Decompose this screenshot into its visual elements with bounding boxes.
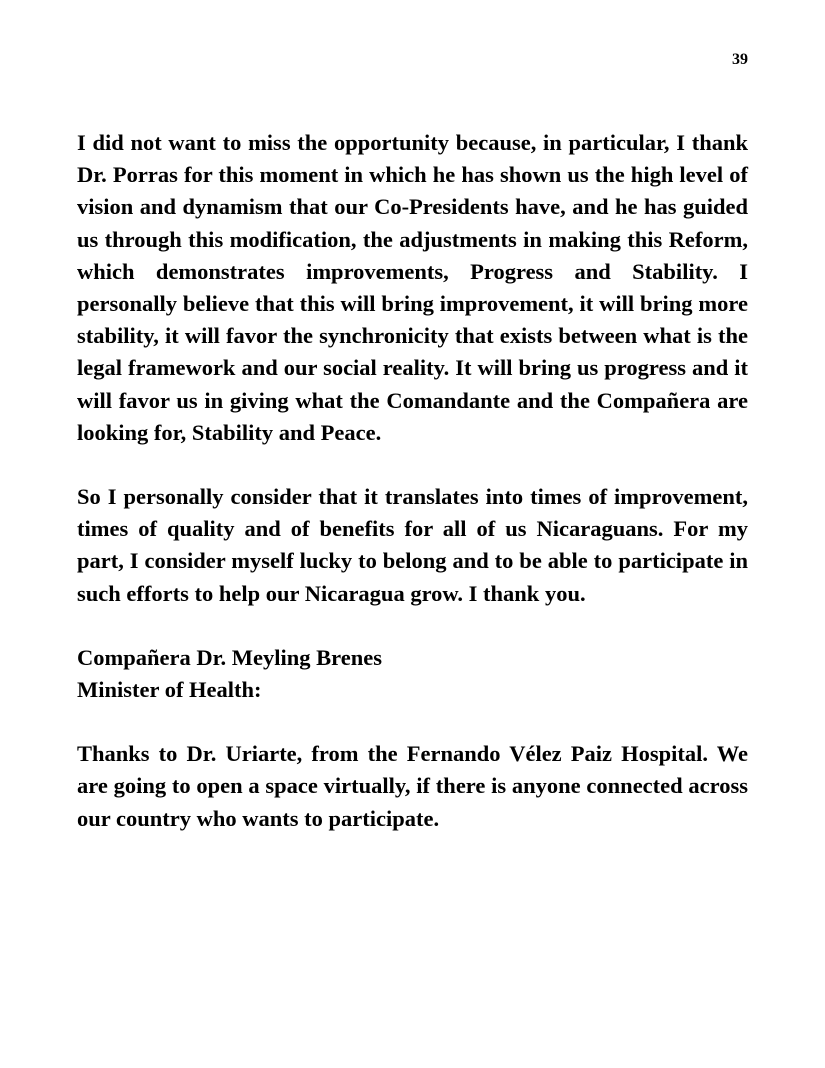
paragraph-1: I did not want to miss the opportunity because, in particular, I thank Dr. Porras for this moment in which he has shown us the high level of vision and dynamism that our Co-Presidents have, and he has guided us through this modification, the adjustments in making this Reform, which demonstrates improvements, Progress and Stability. I personally believe that this will bring improvement, it will bring more stability, it will favor the synchronicity that exists between what is the legal framework and our social reality. It will bring us progress and it will favor us in giving what the Comandante and the Compañera are looking for, Stability and Peace. (77, 130, 748, 445)
paragraph-3: Thanks to Dr. Uriarte, from the Fernando Vélez Paiz Hospital. We are going to open a space virtually, if there is anyone connected across our country who wants to participate. (77, 741, 748, 831)
paragraph-2: So I personally consider that it translates into times of improvement, times of quality and of benefits for all of us Nicaraguans. For my part, I consider myself lucky to belong and to be able to participate in such efforts to help our Nicaragua grow. I thank you. (77, 484, 748, 606)
speaker-name: Compañera Dr. Meyling Brenes (77, 644, 382, 670)
page-number: 39 (732, 51, 748, 68)
speaker-block (77, 642, 748, 706)
document-body (77, 127, 748, 835)
speaker-title: Minister of Health: (77, 677, 262, 703)
